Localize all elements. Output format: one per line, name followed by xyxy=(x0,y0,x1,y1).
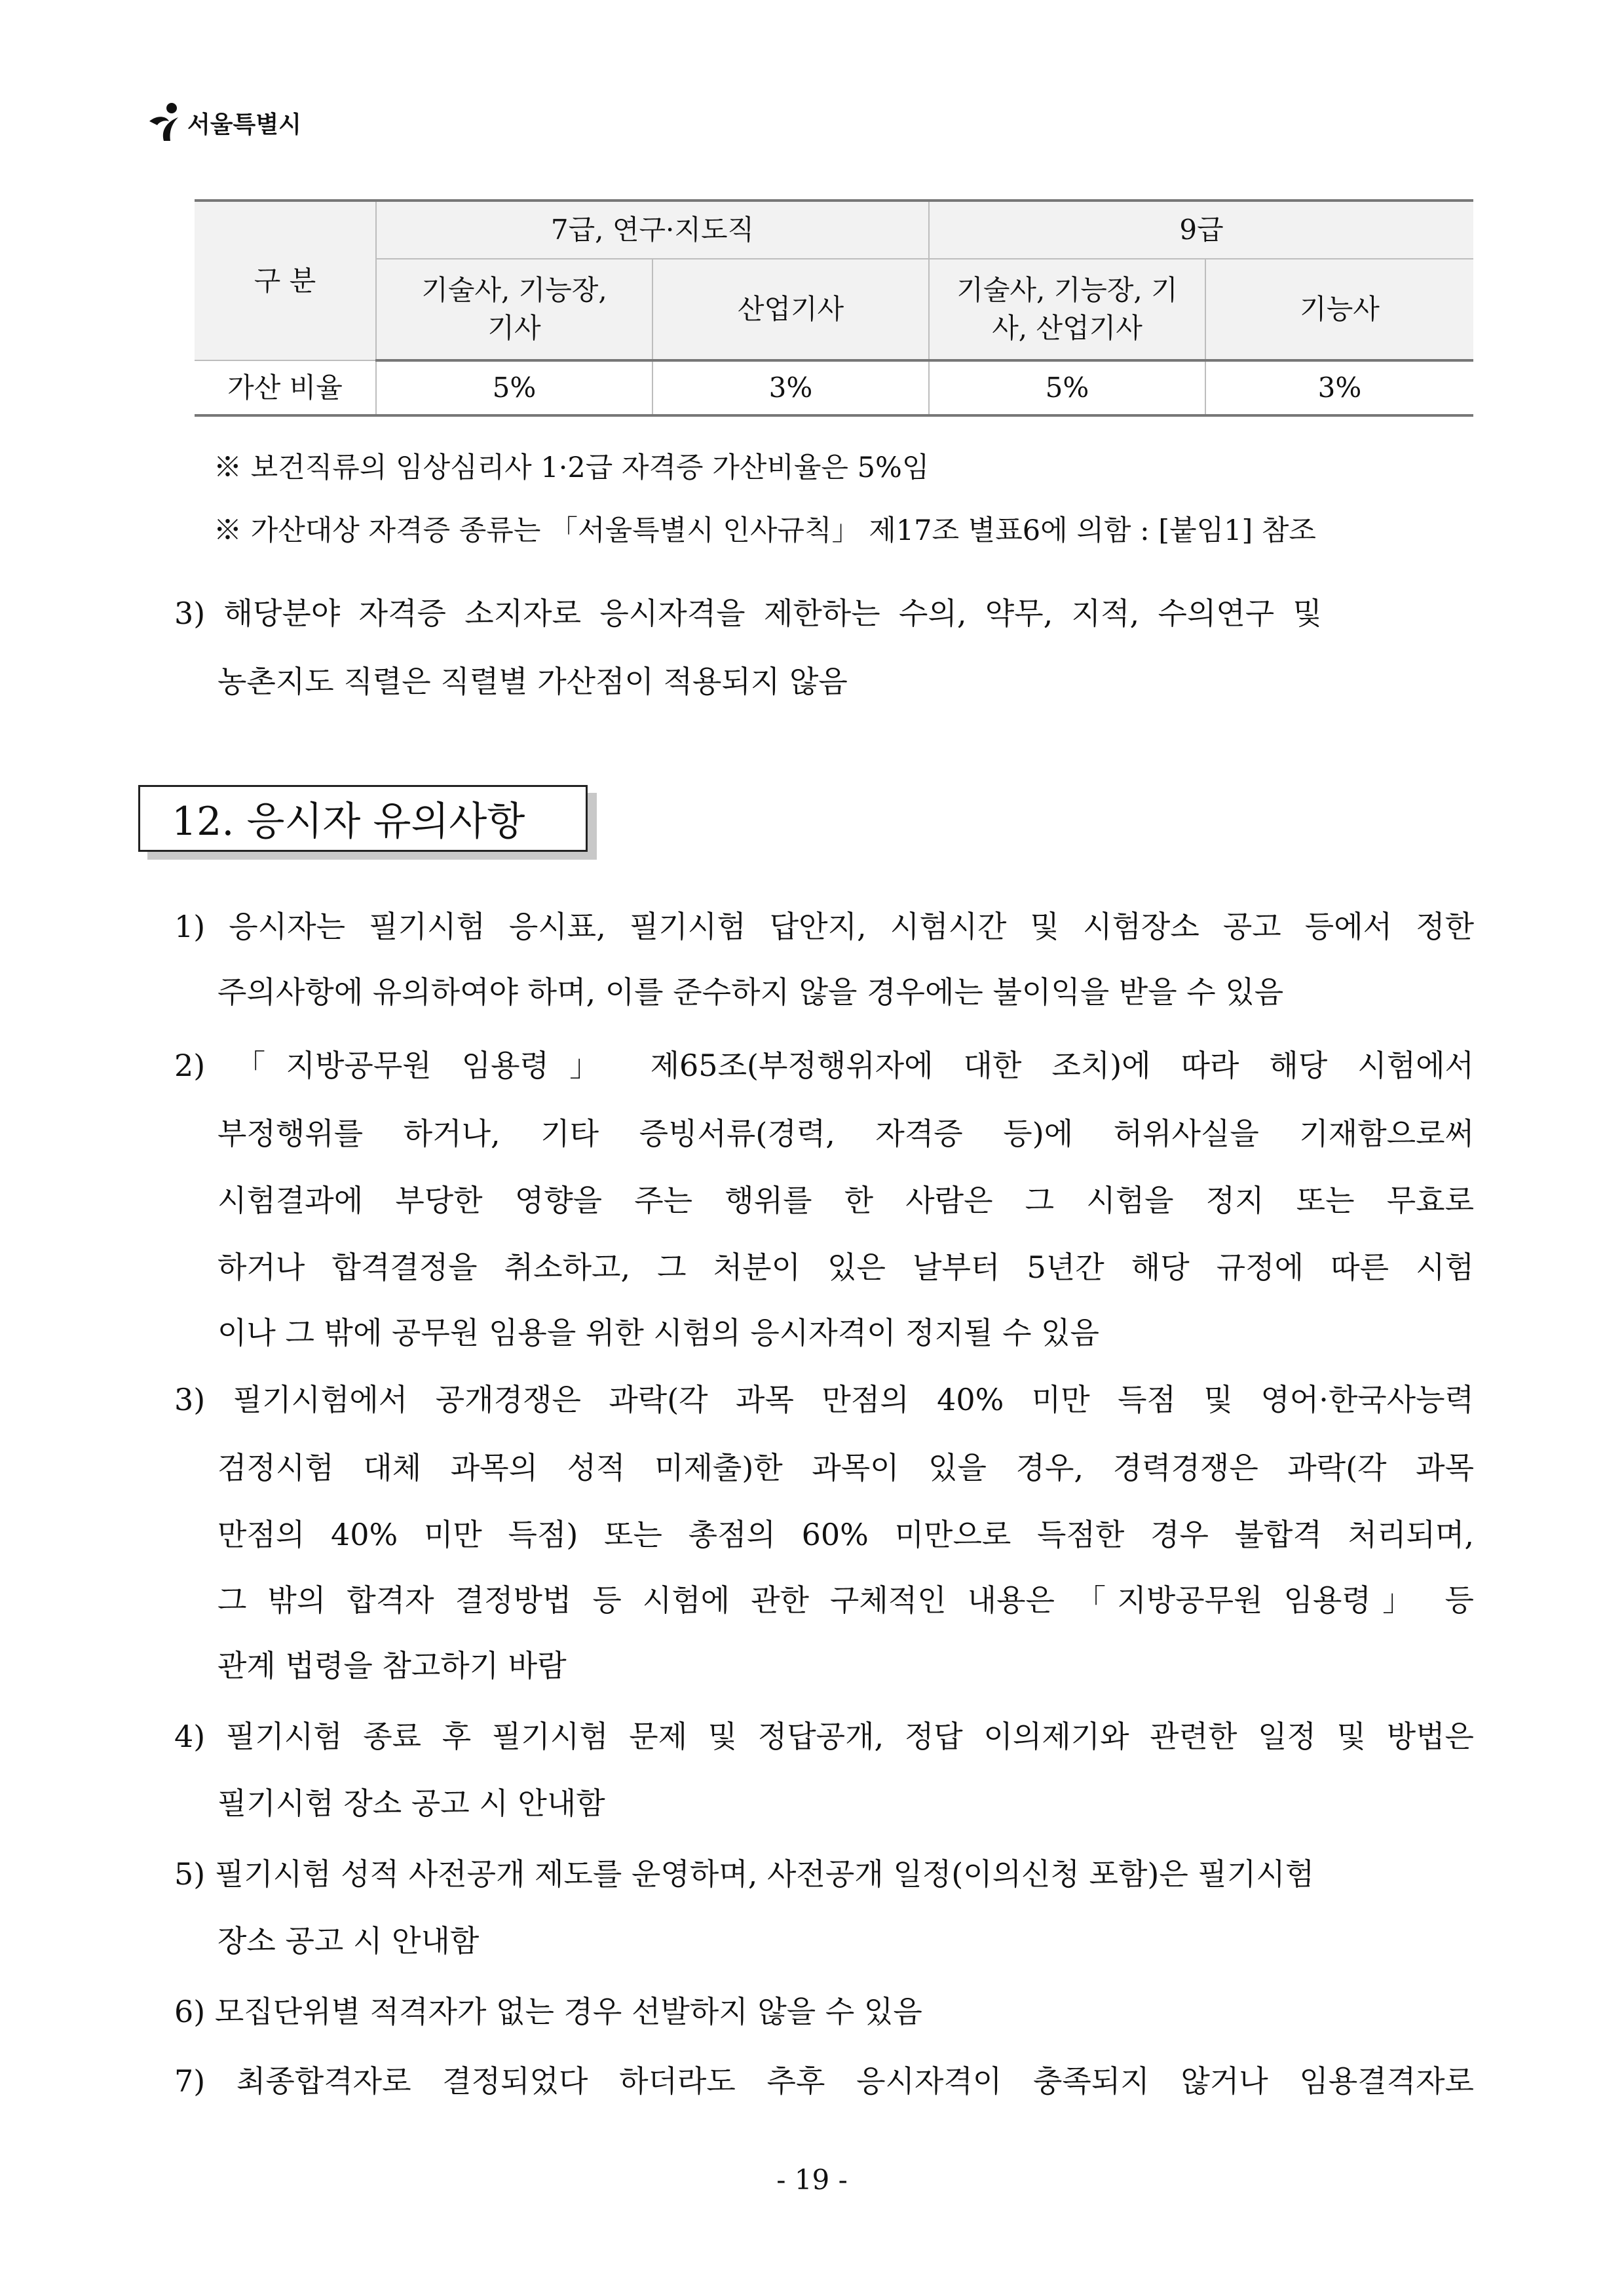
table-sub-header: 기술사, 기능장, 기사, 산업기사 xyxy=(929,259,1205,360)
list-item-line: 7) 최종합격자로 결정되었다 하더라도 추후 응시자격이 충족되지 않거나 임용결격자로 xyxy=(174,2063,1474,2099)
list-item-line: 만점의 40% 미만 득점) 또는 총점의 60% 미만으로 득점한 경우 불합격 처리되며, xyxy=(217,1517,1474,1552)
list-item-line: 하거나 합격결정을 취소하고, 그 처분이 있은 날부터 5년간 해당 규정에 따른 시험 xyxy=(217,1250,1474,1285)
list-item-line: 6) 모집단위별 적격자가 없는 경우 선발하지 않을 수 있음 xyxy=(174,1994,922,2029)
list-item-line: 5) 필기시험 성적 사전공개 제도를 운영하며, 사전공개 일정(이의신청 포함)은 필기시험 xyxy=(174,1856,1315,1892)
list-item-line: 4) 필기시험 종료 후 필기시험 문제 및 정답공개, 정답 이의제기와 관련한 일정 및 방법은 xyxy=(174,1719,1474,1754)
list-item-line: 검정시험 대체 과목의 성적 미제출)한 과목이 있을 경우, 경력경쟁은 과락(각 과목 xyxy=(217,1450,1474,1485)
section-title: 12. 응시자 유의사항 xyxy=(172,799,525,845)
list-item-line: 부정행위를 하거나, 기타 증빙서류(경력, 자격증 등)에 허위사실을 기재함으로써 xyxy=(217,1116,1474,1151)
table-group-header-7: 7급, 연구·지도직 xyxy=(376,201,929,259)
table-cell: 3% xyxy=(1205,360,1473,415)
list-item-line: 그 밖의 합격자 결정방법 등 시험에 관한 구체적인 내용은 「지방공무원 임용령」 등 xyxy=(217,1582,1474,1618)
list-item-line: 주의사항에 유의하여야 하며, 이를 준수하지 않을 경우에는 불이익을 받을 수 있음 xyxy=(217,974,1284,1010)
list-item-line: 2) 「지방공무원 임용령」 제65조(부정행위자에 대한 조치)에 따라 해당 시험에서 xyxy=(174,1048,1474,1083)
list-item-line: 3) 필기시험에서 공개경쟁은 과락(각 과목 만점의 40% 미만 득점 및 영어·한국사능력 xyxy=(174,1382,1474,1417)
list-item-line: 이나 그 밖에 공무원 임용을 위한 시험의 응시자격이 정지될 수 있음 xyxy=(217,1315,1099,1350)
page-number: - 19 - xyxy=(776,2164,848,2196)
table-sub-header: 산업기사 xyxy=(652,259,929,360)
list-item-line: 장소 공고 시 안내함 xyxy=(217,1923,480,1959)
list-item-line: 필기시험 장소 공고 시 안내함 xyxy=(217,1786,605,1821)
paragraph-line: 3) 해당분야 자격증 소지자로 응시자격을 제한하는 수의, 약무, 지적, 수의연구 및 xyxy=(174,596,1322,631)
table-cell: 5% xyxy=(376,360,652,415)
table-sub-header: 기능사 xyxy=(1205,259,1473,360)
table-group-header-9: 9급 xyxy=(929,201,1473,259)
table-row-label: 가산 비율 xyxy=(195,360,376,415)
section-header-box xyxy=(138,785,588,852)
org-name: 서울특별시 xyxy=(187,111,301,138)
table-cell: 3% xyxy=(652,360,929,415)
bonus-ratio-table xyxy=(195,199,1473,417)
list-item-line: 1) 응시자는 필기시험 응시표, 필기시험 답안지, 시험시간 및 시험장소 공고 등에서 정한 xyxy=(174,909,1474,944)
seoul-logo-icon xyxy=(145,102,183,144)
list-item-line: 시험결과에 부당한 영향을 주는 행위를 한 사람은 그 시험을 정지 또는 무효로 xyxy=(217,1183,1474,1218)
org-logo xyxy=(145,100,301,145)
table-sub-header: 기술사, 기능장, 기사 xyxy=(376,259,652,360)
note-line: ※ 가산대상 자격증 종류는 「서울특별시 인사규칙」 제17조 별표6에 의함 : [붙임1] 참조 xyxy=(214,514,1316,547)
note-line: ※ 보건직류의 임상심리사 1·2급 자격증 가산비율은 5%임 xyxy=(214,451,930,484)
table-cell: 5% xyxy=(929,360,1205,415)
list-item-line: 관계 법령을 참고하기 바람 xyxy=(217,1648,567,1683)
paragraph-line: 농촌지도 직렬은 직렬별 가산점이 적용되지 않음 xyxy=(217,664,848,699)
table-label-header: 구 분 xyxy=(195,201,376,360)
